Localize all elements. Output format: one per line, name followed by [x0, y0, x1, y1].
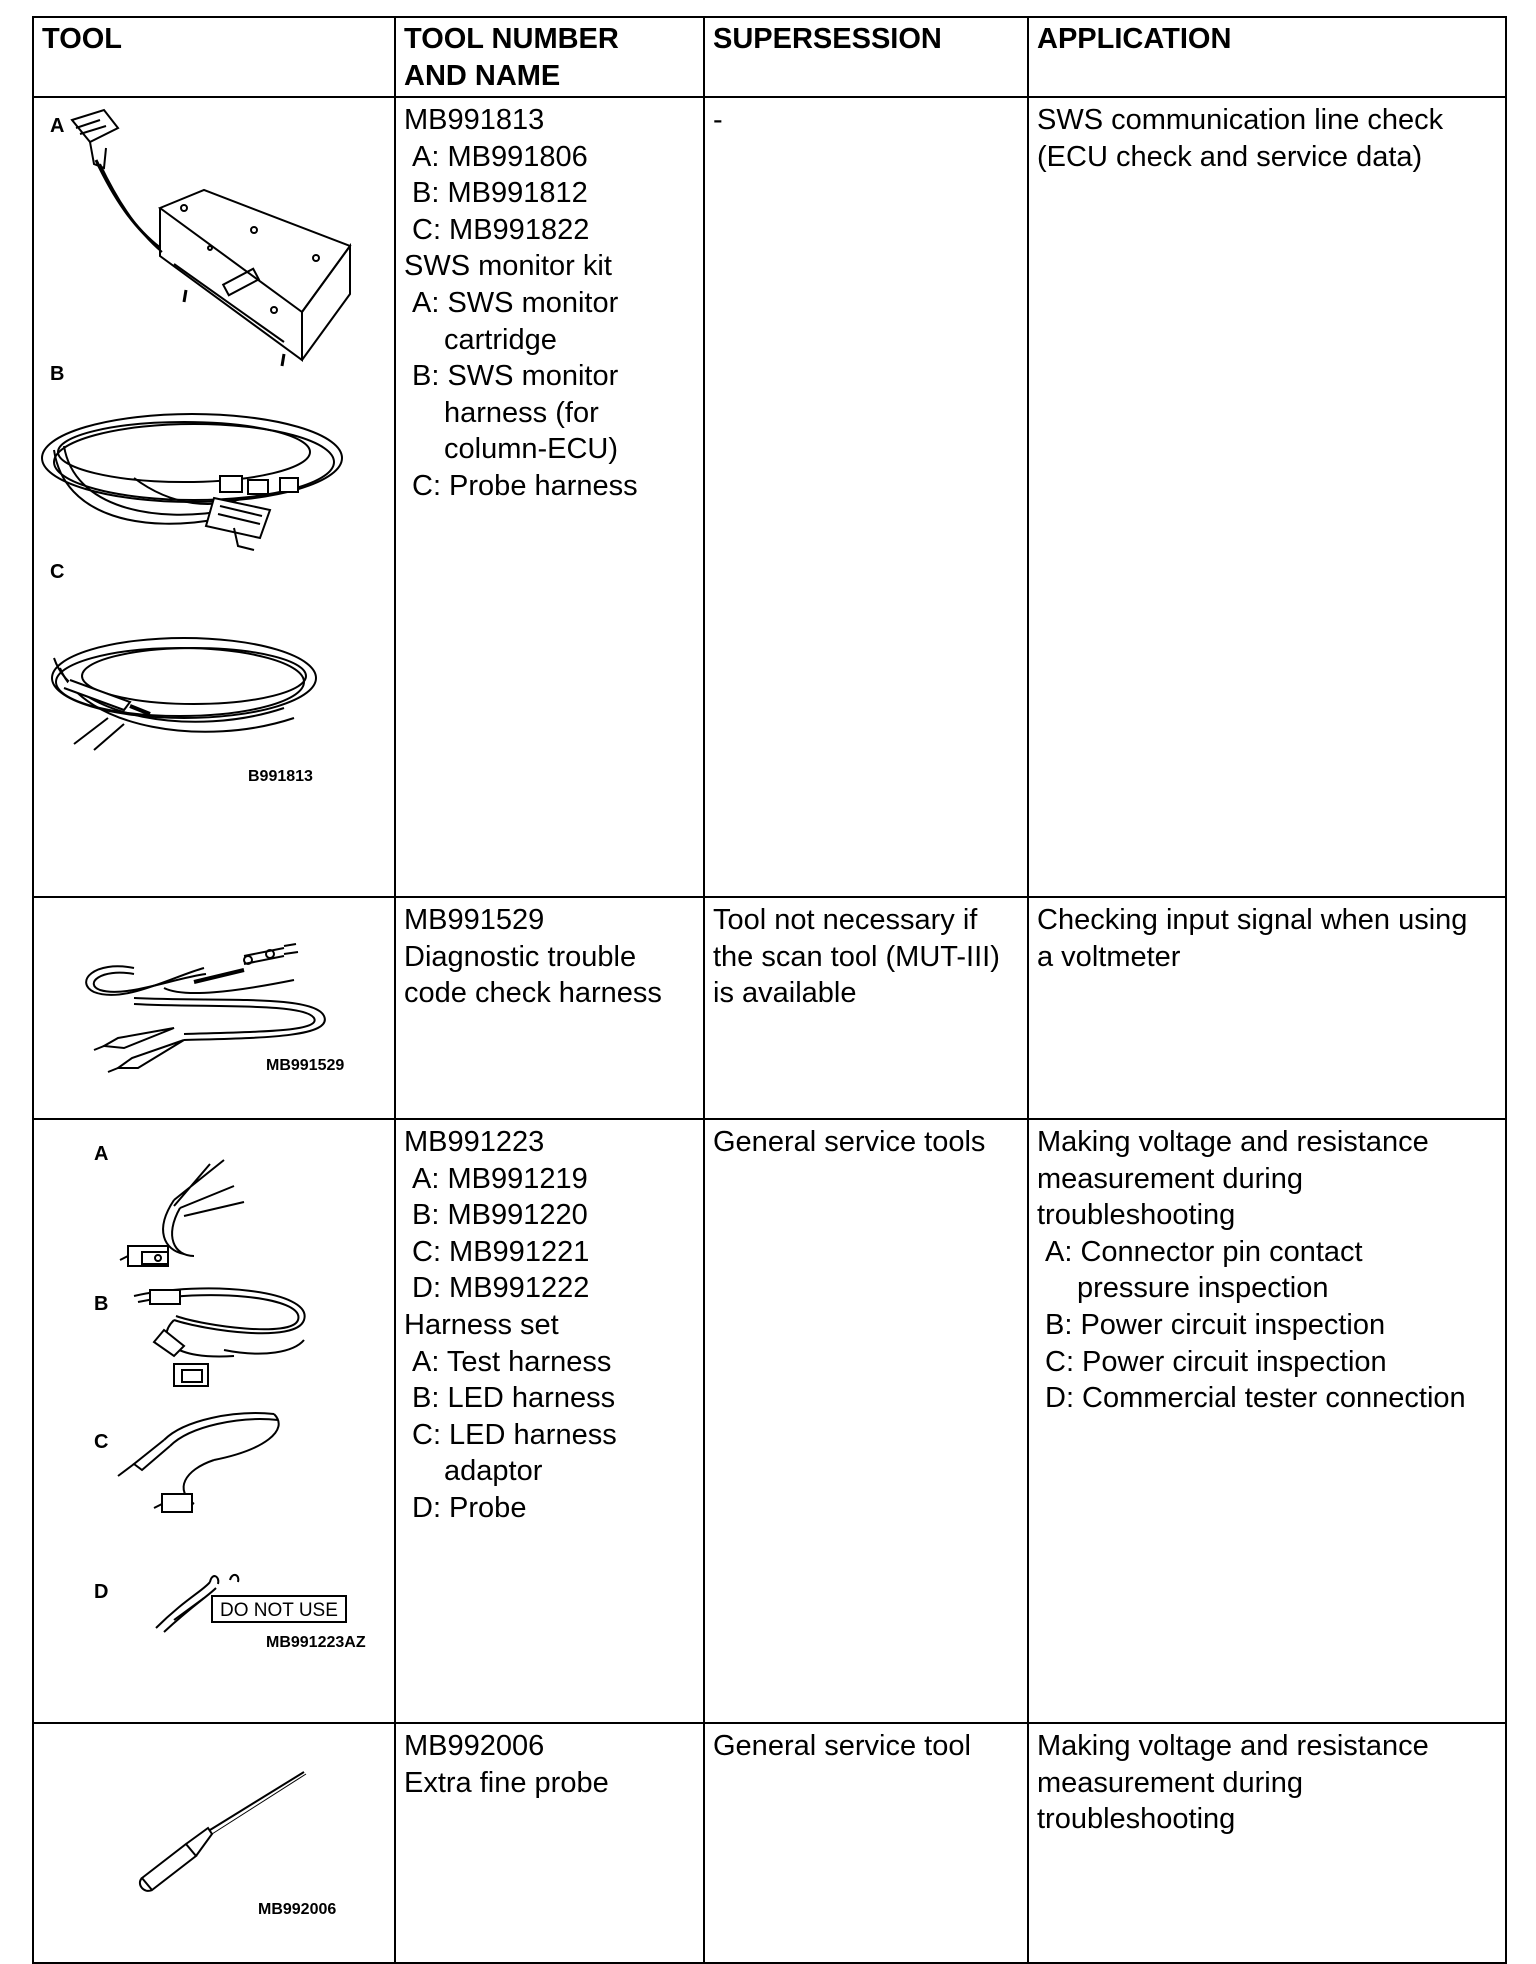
supersession-cell-mb991223 — [704, 1119, 1028, 1723]
application-line: troubleshooting — [1037, 1199, 1236, 1232]
tool-number-line: adaptor — [444, 1455, 543, 1488]
tool-number-line: C: LED harness — [412, 1418, 617, 1451]
extra-fine-probe-illustration — [140, 1772, 306, 1891]
table-header-row — [33, 17, 1506, 97]
application-line: A: Connector pin contact — [1045, 1235, 1363, 1268]
tool-figure-mb991813 — [33, 97, 395, 897]
application-line: measurement during — [1037, 1766, 1303, 1799]
header-tool-number-and-name: TOOL NUMBER AND NAME — [395, 17, 704, 97]
supersession-cell-mb991529 — [704, 897, 1028, 1119]
application-line: B: Power circuit inspection — [1045, 1308, 1386, 1341]
application-cell-mb991813 — [1028, 97, 1506, 897]
application-line: Making voltage and resistance — [1037, 1730, 1429, 1762]
application-cell-mb991223 — [1028, 1119, 1506, 1723]
application-line: Making voltage and resistance — [1037, 1126, 1429, 1158]
tool-number-line: C: Probe harness — [412, 469, 638, 502]
figure-caption-mb991223az: MB991223AZ — [266, 1634, 366, 1651]
tool-number-line: harness (for — [444, 396, 599, 429]
do-not-use-label: DO NOT USE — [220, 1600, 338, 1621]
application-line: (ECU check and service data) — [1037, 140, 1423, 173]
header-application: APPLICATION — [1028, 17, 1506, 97]
application-line: C: Power circuit inspection — [1045, 1345, 1387, 1378]
supersession-line: Tool not necessary if — [713, 904, 978, 936]
tool-number-line: SWS monitor kit — [404, 250, 612, 283]
tool-number-line: column-ECU) — [444, 433, 619, 466]
tool-number-line: B: LED harness — [412, 1382, 616, 1415]
figure-label-d: D — [94, 1581, 109, 1603]
tool-number-cell-mb991529 — [395, 897, 704, 1119]
supersession-line: the scan tool (MUT-III) — [713, 940, 1000, 973]
tool-number-line: code check harness — [404, 977, 662, 1010]
table-row-mb991223 — [33, 1119, 1506, 1723]
special-tools-sheet — [32, 16, 1505, 1964]
header-supersession: SUPERSESSION — [704, 17, 1028, 97]
supersession-cell-mb991813 — [704, 97, 1028, 897]
figure-caption-mb991529: MB991529 — [266, 1057, 345, 1074]
application-line: a voltmeter — [1037, 940, 1181, 973]
application-line: Checking input signal when using — [1037, 904, 1468, 936]
tool-number-cell-mb992006 — [395, 1723, 704, 1963]
special-tools-table — [32, 16, 1507, 1964]
supersession-line: General service tool — [713, 1730, 971, 1762]
sws-monitor-cartridge-illustration — [72, 110, 350, 366]
application-line: D: Commercial tester connection — [1045, 1382, 1466, 1415]
diagnostic-harness-illustration — [86, 944, 325, 1072]
supersession-line: - — [713, 104, 723, 136]
tool-figure-mb991223 — [33, 1119, 395, 1723]
application-line: measurement during — [1037, 1162, 1303, 1195]
application-line: pressure inspection — [1077, 1272, 1329, 1305]
application-line: SWS communication line check — [1037, 104, 1444, 136]
sws-monitor-harness-illustration — [42, 414, 342, 550]
application-cell-mb991529 — [1028, 897, 1506, 1119]
sws-monitor-kit-figure — [34, 98, 392, 894]
tool-number-line: Extra fine probe — [404, 1766, 609, 1799]
supersession-cell-mb992006 — [704, 1723, 1028, 1963]
tool-number-line: C: MB991221 — [412, 1235, 590, 1268]
tool-number-line: A: Test harness — [412, 1345, 612, 1378]
figure-label-c: C — [94, 1431, 109, 1453]
tool-number-line: D: Probe — [412, 1491, 527, 1524]
diagnostic-harness-figure — [34, 898, 392, 1116]
tool-number-line: Diagnostic trouble — [404, 940, 637, 973]
figure-label-b: B — [50, 363, 65, 385]
application-line: troubleshooting — [1037, 1803, 1236, 1836]
table-row-mb991813 — [33, 97, 1506, 897]
tool-number-line: C: MB991822 — [412, 213, 590, 246]
figure-label-c: C — [50, 561, 65, 583]
header-tool: TOOL — [33, 17, 395, 97]
test-harness-illustration — [120, 1160, 244, 1266]
tool-number-line: A: SWS monitor — [412, 286, 619, 319]
tool-number-line: MB991813 — [404, 104, 545, 136]
figure-caption-b991813: B991813 — [248, 768, 313, 785]
tool-number-line: MB991529 — [404, 904, 545, 936]
table-row-mb992006 — [33, 1723, 1506, 1963]
tool-figure-mb991529 — [33, 897, 395, 1119]
led-harness-illustration — [134, 1288, 305, 1386]
tool-number-cell-mb991223 — [395, 1119, 704, 1723]
extra-fine-probe-figure — [34, 1724, 392, 1960]
tool-number-line: cartridge — [444, 323, 557, 356]
probe-harness-illustration — [52, 638, 316, 750]
tool-number-line: MB991223 — [404, 1126, 545, 1158]
figure-label-a: A — [94, 1143, 109, 1165]
tool-number-line: B: MB991220 — [412, 1199, 588, 1232]
table-row-mb991529 — [33, 897, 1506, 1119]
tool-number-line: D: MB991222 — [412, 1272, 590, 1305]
supersession-line: is available — [713, 977, 857, 1010]
figure-label-b: B — [94, 1293, 109, 1315]
supersession-line: General service tools — [713, 1126, 986, 1158]
tool-number-cell-mb991813 — [395, 97, 704, 897]
tool-number-line: B: MB991812 — [412, 177, 588, 210]
figure-caption-mb992006: MB992006 — [258, 1901, 337, 1918]
tool-number-line: B: SWS monitor — [412, 360, 619, 393]
tool-number-line: Harness set — [404, 1308, 559, 1341]
tool-figure-mb992006 — [33, 1723, 395, 1963]
tool-number-line: MB992006 — [404, 1730, 545, 1762]
figure-label-a: A — [50, 115, 65, 137]
led-harness-adaptor-illustration — [118, 1413, 279, 1512]
tool-number-line: A: MB991806 — [412, 140, 588, 173]
application-cell-mb992006 — [1028, 1723, 1506, 1963]
tool-number-line: A: MB991219 — [412, 1162, 588, 1195]
harness-set-figure — [34, 1120, 392, 1720]
